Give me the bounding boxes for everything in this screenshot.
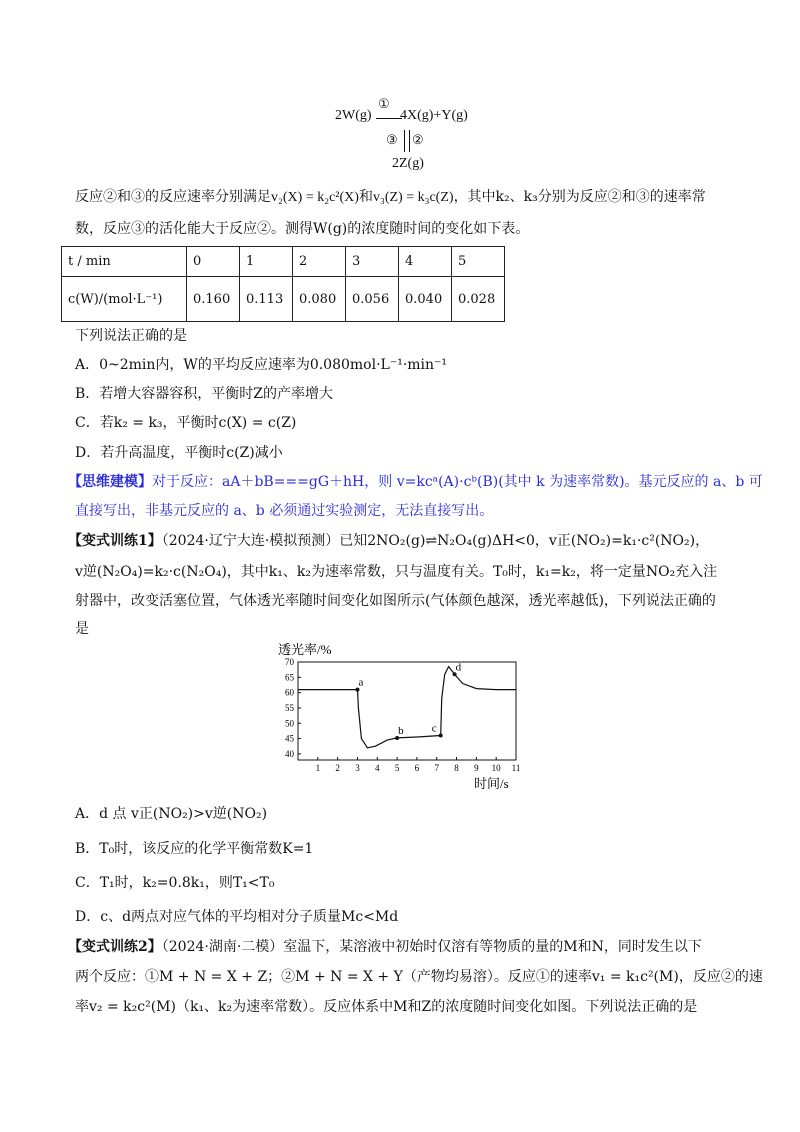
concentration-table: [61, 246, 505, 322]
arrow-1-label: ①: [378, 96, 390, 111]
ex1-line-2: v逆(N₂O₄)=k₂·c(N₂O₄)，其中k₁、k₂为速率常数，只与温度有关。T₀时，k₁=k₂，将一定量NO₂充入注: [75, 564, 718, 580]
point-label: a: [358, 676, 364, 689]
intro-line-1: 反应②和③的反应速率分别满足v₂(X) = k₂c²(X)和v₃(Z) = k₃c(Z)，其中k₂、k₃分别为反应②和③的速率常: [75, 189, 706, 205]
y-tick-label: 50: [285, 718, 294, 729]
y-axis-label: 透光率/%: [278, 642, 332, 657]
x-axis-label: 时间/s: [474, 776, 509, 790]
time-cell: 4: [399, 247, 452, 277]
products-xy: 4X(g)+Y(g): [400, 108, 468, 123]
reaction-scheme: [300, 96, 500, 176]
time-cell: 2: [293, 247, 346, 277]
y-tick-label: 60: [285, 687, 294, 698]
y-tick-label: 70: [285, 657, 294, 667]
ex2-label: 【变式训练2】: [68, 939, 162, 955]
x-tick-label: 1: [315, 763, 321, 773]
value-cell: 0.056: [346, 277, 399, 322]
transmittance-chart: [260, 640, 530, 790]
y-tick-label: 45: [285, 733, 294, 744]
vertical-arrows: [404, 130, 410, 152]
value-cell: 0.080: [293, 277, 346, 322]
x-tick-label: 5: [394, 763, 400, 773]
ex2-line-1: 【变式训练2】（2024·湖南·二模）室温下，某溶液中初始时仅溶有等物质的量的M和N，同时发生以下: [68, 939, 702, 955]
x-tick-label: 11: [511, 763, 521, 773]
ex1-line-3: 射器中，改变活塞位置，气体透光率随时间变化如图所示(气体颜色越深，透光率越低)，下列说法正确的: [75, 593, 716, 609]
time-cell: 5: [452, 247, 505, 277]
value-cell: 0.040: [399, 277, 452, 322]
x-tick-label: 4: [375, 763, 380, 773]
reactant-w: 2W(g): [335, 108, 372, 123]
point-label: c: [431, 722, 437, 735]
x-tick-label: 2: [335, 763, 340, 773]
series-line: [298, 667, 516, 748]
y-tick-label: 40: [285, 748, 294, 759]
ex1-option-b: B．T₀时，该反应的化学平衡常数K=1: [75, 841, 314, 857]
q1-option-b: B．若增大容器容积，平衡时Z的产率增大: [75, 386, 334, 402]
ex1-line-4: 是: [75, 621, 89, 637]
ex1-option-c: C．T₁时，k₂=0.8k₁，则T₁<T₀: [75, 875, 275, 891]
x-tick-label: 6: [414, 763, 420, 773]
y-tick-label: 55: [285, 702, 294, 713]
ex1-option-a: A．d 点 v正(NO₂)>v逆(NO₂): [75, 806, 268, 822]
time-cell: 3: [346, 247, 399, 277]
value-cell: 0.160: [187, 277, 240, 322]
point-label: d: [455, 661, 462, 674]
ex1-line-1: 【变式训练1】（2024·辽宁大连·模拟预测）已知2NO₂(g)⇌N₂O₄(g)ΔH<0，v正(NO₂)=k₁·c²(NO₂)，: [68, 533, 710, 549]
arrow-3-label: ③: [386, 132, 398, 147]
x-tick-label: 3: [355, 763, 360, 773]
value-cell: 0.113: [240, 277, 293, 322]
time-cell: 1: [240, 247, 293, 277]
x-tick-label: 7: [434, 763, 439, 773]
table-header-label: t / min: [62, 247, 187, 277]
value-cell: 0.028: [452, 277, 505, 322]
time-cell: 0: [187, 247, 240, 277]
x-tick-label: 8: [454, 763, 459, 773]
table-row-label: c(W)/(mol·L⁻¹): [62, 277, 187, 322]
ex1-option-d: D．c、d两点对应气体的平均相对分子质量Mc<Md: [75, 909, 399, 925]
point-marker: [439, 734, 443, 738]
ex2-line-2: 两个反应：①M + N = X + Z；②M + N = X + Y（产物均易溶）。反应①的速率v₁ = k₁c²(M)，反应②的速: [75, 969, 763, 985]
q1-stem: 下列说法正确的是: [75, 328, 187, 344]
ex1-label: 【变式训练1】: [68, 533, 162, 549]
point-label: b: [398, 724, 404, 737]
product-z: 2Z(g): [392, 156, 424, 171]
y-tick-label: 65: [285, 672, 294, 683]
q1-option-d: D．若升高温度，平衡时c(Z)减小: [75, 445, 283, 461]
tip-line-1: 【思维建模】对于反应：aA＋bB===gG＋hH，则 v=kcᵃ(A)·cᵇ(B)(其中 k 为速率常数)。基元反应的 a、b 可: [68, 474, 763, 490]
rate-eq-2: v₂(X) = k₂c²(X): [271, 190, 359, 205]
plot-frame: [298, 662, 516, 760]
tip-label: 【思维建模】: [68, 474, 152, 490]
tip-line-2: 直接写出，非基元反应的 a、b 必须通过实验测定，无法直接写出。: [75, 503, 494, 519]
equilibrium-arrow: [376, 118, 402, 119]
q1-option-c: C．若k₂ = k₃，平衡时c(X) = c(Z): [75, 415, 297, 431]
q1-option-a: A．0~2min内，W的平均反应速率为0.080mol·L⁻¹·min⁻¹: [75, 357, 448, 373]
x-tick-label: 9: [474, 763, 479, 773]
arrow-2-label: ②: [412, 132, 424, 147]
intro-line-2: 数，反应③的活化能大于反应②。测得W(g)的浓度随时间的变化如下表。: [75, 221, 530, 237]
ex2-line-3: 率v₂ = k₂c²(M)（k₁、k₂为速率常数）。反应体系中M和Z的浓度随时间变化如图。下列说法正确的是: [75, 999, 698, 1015]
rate-eq-3: v₃(Z) = k₃c(Z): [372, 190, 454, 205]
x-tick-label: 10: [491, 763, 501, 773]
